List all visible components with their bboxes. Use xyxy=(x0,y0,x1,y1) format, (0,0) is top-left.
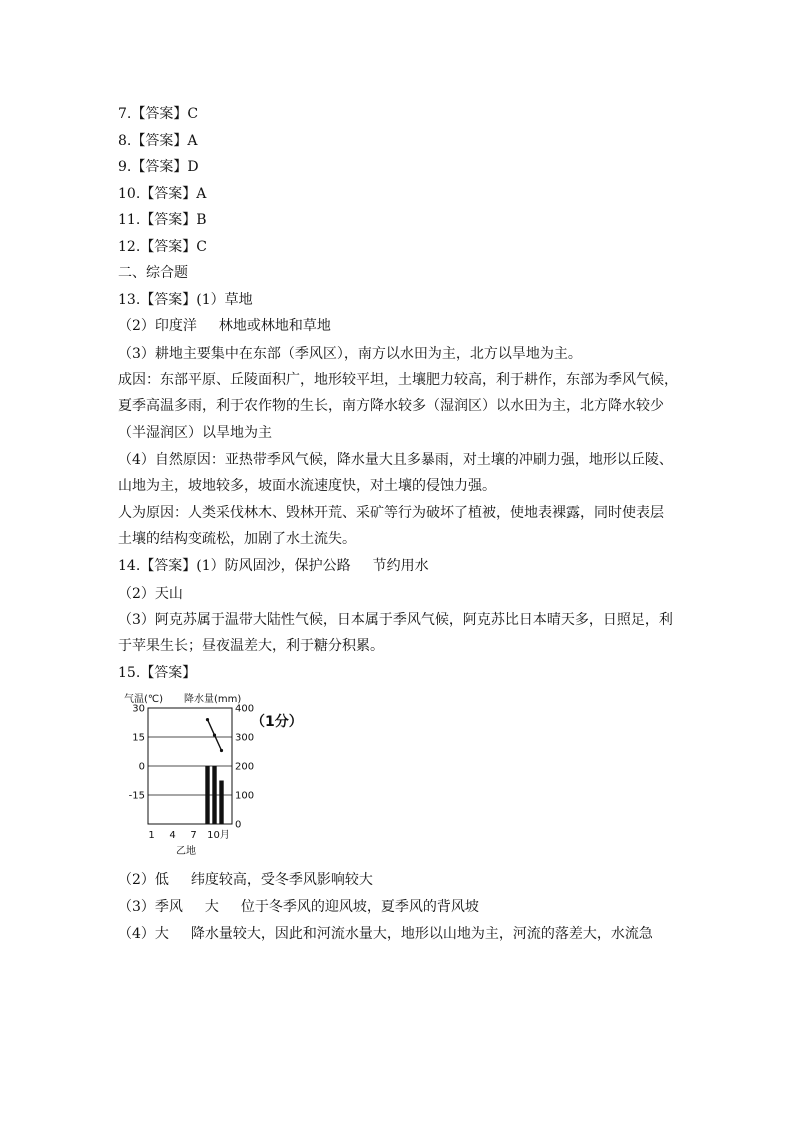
x-tick-label: 10月 xyxy=(207,830,230,841)
left-tick-label: 30 xyxy=(132,703,145,715)
left-tick-label: 15 xyxy=(132,732,145,744)
right-tick-label: 200 xyxy=(235,761,255,773)
q13-line-6: （半湿润区）以旱地为主 xyxy=(118,425,272,441)
right-tick-label: 300 xyxy=(235,732,255,744)
q14-line-2: （2）天山 xyxy=(118,586,183,602)
climate-chart xyxy=(118,688,338,856)
temperature-point xyxy=(206,718,209,721)
section-heading: 二、综合题 xyxy=(118,265,188,281)
q13-line-4: 成因：东部平原、丘陵面积广，地形较平坦，土壤肥力较高，利于耕作，东部为季风气候， xyxy=(118,372,678,388)
temperature-point xyxy=(213,733,216,736)
q13-line-3: （3）耕地主要集中在东部（季风区），南方以水田为主，北方以旱地为主。 xyxy=(118,346,582,362)
temperature-point xyxy=(220,749,223,752)
score-note: （1分） xyxy=(251,714,303,730)
q13-line-2: （2）印度洋 林地或林地和草地 xyxy=(118,318,331,334)
q14-line-1: 14.【答案】(1）防风固沙，保护公路 节约用水 xyxy=(118,558,429,574)
answer-12: 12.【答案】C xyxy=(118,239,207,255)
right-tick-label: 400 xyxy=(235,703,255,715)
answer-7: 7.【答案】C xyxy=(118,106,199,122)
q13-line-5: 夏季高温多雨，利于农作物的生长，南方降水较多（湿润区）以水田为主，北方降水较少 xyxy=(118,398,664,414)
right-axis-label: 降水量(mm) xyxy=(184,694,242,705)
q15-line-4: （4）大 降水量较大，因此和河流水量大，地形以山地为主，河流的落差大，水流急 xyxy=(118,926,653,942)
left-tick-label: -15 xyxy=(128,790,145,802)
q15-line-2: （2）低 纬度较高，受冬季风影响较大 xyxy=(118,872,373,888)
precip-bar xyxy=(212,766,216,824)
x-tick-label: 7 xyxy=(190,830,197,841)
q14-line-3: （3）阿克苏属于温带大陆性气候，日本属于季风气候，阿克苏比日本晴天多，日照足，利 xyxy=(118,612,673,628)
precip-bar xyxy=(205,766,209,824)
x-tick-label: 1 xyxy=(148,830,155,841)
left-axis-label: 气温(℃) xyxy=(124,694,164,705)
answer-10: 10.【答案】A xyxy=(118,186,207,202)
x-axis-label: 乙地 xyxy=(176,846,196,856)
q15-line-1: 15.【答案】 xyxy=(118,665,197,681)
answer-9: 9.【答案】D xyxy=(118,159,199,175)
x-tick-label: 4 xyxy=(169,830,176,841)
q13-line-8: 山地为主，坡地较多，坡面水流速度快，对土壤的侵蚀力强。 xyxy=(118,478,496,494)
answer-11: 11.【答案】B xyxy=(118,212,207,228)
q15-line-3: （3）季风 大 位于冬季风的迎风坡，夏季风的背风坡 xyxy=(118,899,479,915)
q13-line-7: （4）自然原因：亚热带季风气候，降水量大且多暴雨，对土壤的冲刷力强，地形以丘陵、 xyxy=(118,452,673,468)
right-tick-label: 0 xyxy=(235,819,242,831)
right-tick-label: 100 xyxy=(235,790,255,802)
precip-bar xyxy=(219,781,223,825)
left-tick-label: 0 xyxy=(138,761,145,773)
q13-line-9: 人为原因：人类采伐林木、毁林开荒、采矿等行为破坏了植被，使地表裸露，同时使表层 xyxy=(118,505,664,521)
q14-line-4: 于苹果生长；昼夜温差大，利于糖分积累。 xyxy=(118,638,384,654)
q13-line-1: 13.【答案】(1）草地 xyxy=(118,292,253,308)
answer-8: 8.【答案】A xyxy=(118,133,198,149)
q13-line-10: 土壤的结构变疏松，加剧了水土流失。 xyxy=(118,531,356,547)
